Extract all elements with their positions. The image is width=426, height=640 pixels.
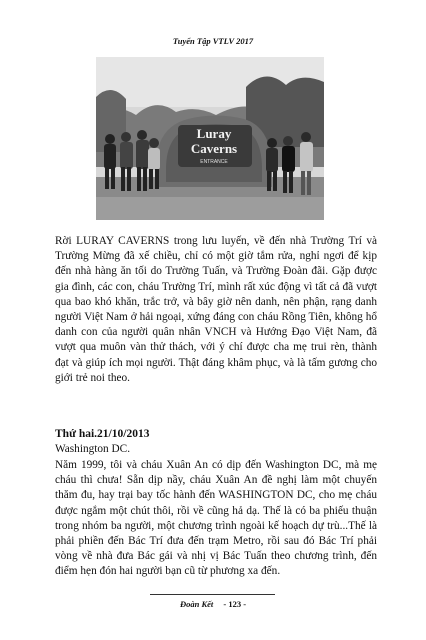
group-photo <box>96 57 324 220</box>
sign-text-1: Luray <box>196 126 232 141</box>
paragraph-luray <box>55 234 377 386</box>
paragraph-2: Năm 1999, tôi và cháu Xuân An có dịp đến Washington DC, mà mẹ cháu thì chưa! Sẵn dịp nầy, cháu Xuân An đề nghị làm một chuyến thăm đu, hay trại bay tốc hành đến WASHINGTON DC, cho mẹ cháu được ngắm một chút thôi, rồi về cũng hả dạ. Thế là có ba phiếu thuận trong nhóm ba người, một chương trình ngoài kế hoạch dự trù...Thế là phải phiền đến Bác Trí đưa đến trạm Metro, rồi sau đó Bác Trí phải vòng về nhà đưa Bác gái và nhị vị Bác Tuấn theo chương trình, đến điểm hẹn đón hai người bạn cũ từ phương xa đến. <box>55 459 377 578</box>
section-title: Thứ hai.21/10/2013 <box>55 428 150 440</box>
paragraph-washington <box>55 458 377 580</box>
page-header: Tuyển Tập VTLV 2017 <box>172 36 254 46</box>
sign-text-3: ENTRANCE <box>200 159 228 165</box>
footer-author: Đoàn Kết <box>179 599 214 609</box>
section-subtitle: Washington DC. <box>55 443 131 455</box>
sign-text-2: Caverns <box>190 141 238 156</box>
page-number: - 123 - <box>223 599 247 609</box>
paragraph-1: Rời LURAY CAVERNS trong lưu luyến, về đến nhà Trường Trí và Trường Mừng đã xế chiều, chỉ có một giờ tắm rửa, nghỉ ngơi để kịp đến nhà hàng ăn tối do Trường Tuấn, và Trường Đoàn đãi. Gặp được gia đình, các con, cháu Trường Trí, mình rất xúc động vì tất cả đã vượt qua bao khó khăn, trắc trở, và bây giờ nên danh, nên phận, rạng danh người Việt Nam ở hải ngoại, xứng đáng con cháu Rồng Tiên, không hổ danh con của người quân nhân VNCH và Hướng Đạo Việt Nam, đã vượt qua muôn vàn thử thách, với ý chí được cha mẹ trui rèn, thành đạt và giúp ích mọi người. Thật đáng khâm phục, và là tấm gương cho giới trẻ noi theo. <box>55 235 377 384</box>
footer-divider <box>150 594 275 595</box>
page-footer <box>0 599 426 609</box>
